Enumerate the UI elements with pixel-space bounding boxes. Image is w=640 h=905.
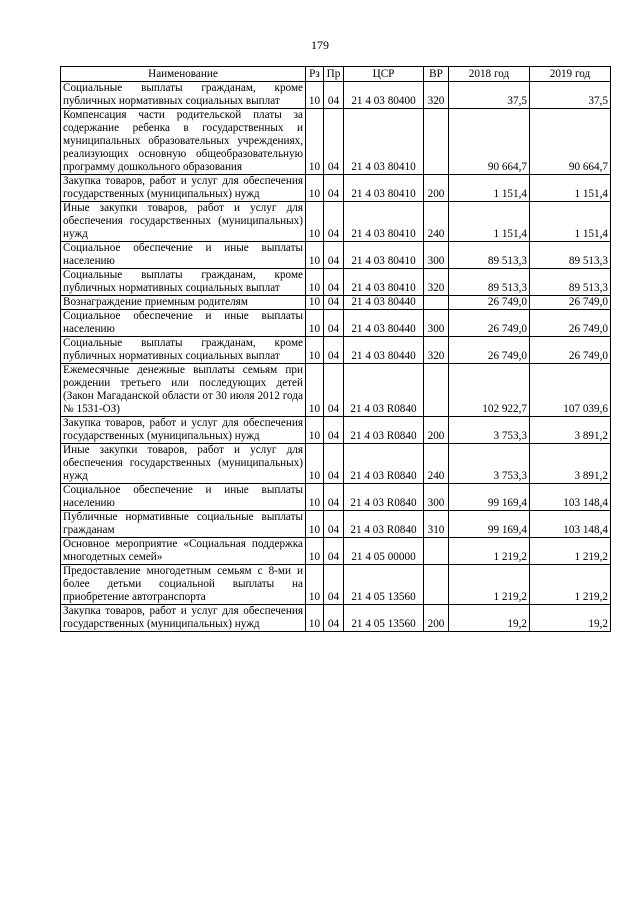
cell-name: Социальное обеспечение и иные выплаты населению	[61, 310, 306, 337]
cell-name: Иные закупки товаров, работ и услуг для обеспечения государственных (муниципальных) нужд	[61, 444, 306, 484]
cell-rz: 10	[306, 175, 324, 202]
cell-rz: 10	[306, 444, 324, 484]
cell-vr	[424, 296, 449, 310]
cell-vr: 200	[424, 175, 449, 202]
budget-table	[60, 66, 611, 632]
cell-2019: 3 891,2	[530, 444, 611, 484]
table-row	[61, 296, 611, 310]
header-2018: 2018 год	[449, 67, 530, 82]
table-row	[61, 444, 611, 484]
cell-pr: 04	[324, 337, 344, 364]
cell-pr: 04	[324, 417, 344, 444]
table-row	[61, 82, 611, 109]
cell-name: Социальные выплаты гражданам, кроме публичных нормативных социальных выплат	[61, 269, 306, 296]
cell-2018: 26 749,0	[449, 310, 530, 337]
cell-2019: 1 151,4	[530, 175, 611, 202]
cell-pr: 04	[324, 109, 344, 175]
cell-rz: 10	[306, 605, 324, 632]
cell-2019: 19,2	[530, 605, 611, 632]
header-vr: ВР	[424, 67, 449, 82]
cell-2018: 37,5	[449, 82, 530, 109]
table-row	[61, 565, 611, 605]
table-row	[61, 175, 611, 202]
cell-2019: 26 749,0	[530, 337, 611, 364]
cell-rz: 10	[306, 484, 324, 511]
cell-csr: 21 4 03 80440	[344, 310, 424, 337]
cell-2018: 3 753,3	[449, 444, 530, 484]
table-row	[61, 109, 611, 175]
cell-pr: 04	[324, 565, 344, 605]
table-row	[61, 417, 611, 444]
cell-name: Ежемесячные денежные выплаты семьям при рождении третьего или последующих детей (Закон Магаданской области от 30 июля 2012 года № 1531-ОЗ)	[61, 364, 306, 417]
cell-rz: 10	[306, 337, 324, 364]
cell-rz: 10	[306, 417, 324, 444]
cell-rz: 10	[306, 364, 324, 417]
cell-2019: 1 151,4	[530, 202, 611, 242]
cell-rz: 10	[306, 538, 324, 565]
cell-2019: 3 891,2	[530, 417, 611, 444]
table-row	[61, 364, 611, 417]
cell-name: Социальные выплаты гражданам, кроме публичных нормативных социальных выплат	[61, 337, 306, 364]
cell-rz: 10	[306, 296, 324, 310]
cell-2018: 1 151,4	[449, 175, 530, 202]
table-row	[61, 269, 611, 296]
cell-rz: 10	[306, 109, 324, 175]
cell-pr: 04	[324, 511, 344, 538]
cell-rz: 10	[306, 242, 324, 269]
cell-2019: 89 513,3	[530, 269, 611, 296]
cell-vr: 200	[424, 417, 449, 444]
cell-2019: 107 039,6	[530, 364, 611, 417]
cell-2019: 89 513,3	[530, 242, 611, 269]
cell-name: Вознаграждение приемным родителям	[61, 296, 306, 310]
table-row	[61, 310, 611, 337]
cell-csr: 21 4 03 80400	[344, 82, 424, 109]
cell-2018: 89 513,3	[449, 242, 530, 269]
cell-2019: 1 219,2	[530, 565, 611, 605]
cell-name: Публичные нормативные социальные выплаты гражданам	[61, 511, 306, 538]
cell-csr: 21 4 03 R0840	[344, 511, 424, 538]
cell-name: Социальное обеспечение и иные выплаты населению	[61, 484, 306, 511]
header-rz: Рз	[306, 67, 324, 82]
cell-csr: 21 4 03 R0840	[344, 417, 424, 444]
header-csr: ЦСР	[344, 67, 424, 82]
table-row	[61, 605, 611, 632]
cell-pr: 04	[324, 484, 344, 511]
cell-name: Основное мероприятие «Социальная поддержка многодетных семей»	[61, 538, 306, 565]
cell-vr	[424, 364, 449, 417]
cell-name: Социальные выплаты гражданам, кроме публичных нормативных социальных выплат	[61, 82, 306, 109]
cell-2018: 26 749,0	[449, 337, 530, 364]
cell-csr: 21 4 05 13560	[344, 565, 424, 605]
cell-vr: 200	[424, 605, 449, 632]
page-number: 179	[311, 38, 329, 52]
cell-vr: 320	[424, 269, 449, 296]
cell-pr: 04	[324, 242, 344, 269]
cell-2018: 102 922,7	[449, 364, 530, 417]
cell-rz: 10	[306, 269, 324, 296]
cell-rz: 10	[306, 310, 324, 337]
cell-pr: 04	[324, 364, 344, 417]
cell-vr: 320	[424, 337, 449, 364]
cell-vr: 300	[424, 484, 449, 511]
table-row	[61, 538, 611, 565]
cell-csr: 21 4 05 13560	[344, 605, 424, 632]
cell-csr: 21 4 03 80410	[344, 269, 424, 296]
cell-vr: 240	[424, 444, 449, 484]
cell-csr: 21 4 03 80410	[344, 109, 424, 175]
cell-pr: 04	[324, 82, 344, 109]
cell-rz: 10	[306, 511, 324, 538]
cell-vr	[424, 538, 449, 565]
cell-2019: 90 664,7	[530, 109, 611, 175]
cell-name: Социальное обеспечение и иные выплаты населению	[61, 242, 306, 269]
cell-rz: 10	[306, 82, 324, 109]
cell-2018: 3 753,3	[449, 417, 530, 444]
header-pr: Пр	[324, 67, 344, 82]
header-name: Наименование	[61, 67, 306, 82]
table-row	[61, 202, 611, 242]
header-2019: 2019 год	[530, 67, 611, 82]
cell-name: Иные закупки товаров, работ и услуг для обеспечения государственных (муниципальных) нужд	[61, 202, 306, 242]
cell-2018: 19,2	[449, 605, 530, 632]
cell-vr: 320	[424, 82, 449, 109]
table-row	[61, 242, 611, 269]
table-body	[61, 82, 611, 632]
cell-name: Предоставление многодетным семьям с 8-ми и более детьми социальной выплаты на приобретение автотранспорта	[61, 565, 306, 605]
cell-pr: 04	[324, 605, 344, 632]
cell-csr: 21 4 03 R0840	[344, 444, 424, 484]
cell-pr: 04	[324, 202, 344, 242]
cell-name: Закупка товаров, работ и услуг для обеспечения государственных (муниципальных) нужд	[61, 417, 306, 444]
cell-2018: 1 219,2	[449, 565, 530, 605]
cell-name: Закупка товаров, работ и услуг для обеспечения государственных (муниципальных) нужд	[61, 175, 306, 202]
cell-pr: 04	[324, 444, 344, 484]
cell-vr: 300	[424, 242, 449, 269]
table-header-row	[61, 67, 611, 82]
cell-name: Закупка товаров, работ и услуг для обеспечения государственных (муниципальных) нужд	[61, 605, 306, 632]
cell-2019: 37,5	[530, 82, 611, 109]
cell-csr: 21 4 03 80410	[344, 242, 424, 269]
cell-pr: 04	[324, 538, 344, 565]
cell-2018: 1 219,2	[449, 538, 530, 565]
cell-csr: 21 4 05 00000	[344, 538, 424, 565]
cell-rz: 10	[306, 202, 324, 242]
cell-vr: 240	[424, 202, 449, 242]
cell-pr: 04	[324, 269, 344, 296]
cell-pr: 04	[324, 175, 344, 202]
table-row	[61, 337, 611, 364]
cell-2018: 99 169,4	[449, 484, 530, 511]
cell-2018: 90 664,7	[449, 109, 530, 175]
cell-2019: 26 749,0	[530, 296, 611, 310]
cell-csr: 21 4 03 80410	[344, 175, 424, 202]
table-row	[61, 484, 611, 511]
cell-2018: 99 169,4	[449, 511, 530, 538]
cell-2019: 26 749,0	[530, 310, 611, 337]
cell-pr: 04	[324, 310, 344, 337]
cell-vr	[424, 109, 449, 175]
cell-vr: 300	[424, 310, 449, 337]
cell-2018: 89 513,3	[449, 269, 530, 296]
table-row	[61, 511, 611, 538]
cell-csr: 21 4 03 R0840	[344, 364, 424, 417]
cell-2019: 1 219,2	[530, 538, 611, 565]
cell-csr: 21 4 03 80410	[344, 202, 424, 242]
cell-2018: 26 749,0	[449, 296, 530, 310]
cell-pr: 04	[324, 296, 344, 310]
cell-csr: 21 4 03 80440	[344, 337, 424, 364]
cell-2019: 103 148,4	[530, 484, 611, 511]
cell-name: Компенсация части родительской платы за содержание ребенка в государственных и муниципальных образовательных учреждениях, реализующих основную общеобразовательную программу дошкольного образования	[61, 109, 306, 175]
cell-vr: 310	[424, 511, 449, 538]
cell-2019: 103 148,4	[530, 511, 611, 538]
cell-csr: 21 4 03 R0840	[344, 484, 424, 511]
cell-2018: 1 151,4	[449, 202, 530, 242]
cell-rz: 10	[306, 565, 324, 605]
cell-vr	[424, 565, 449, 605]
cell-csr: 21 4 03 80440	[344, 296, 424, 310]
